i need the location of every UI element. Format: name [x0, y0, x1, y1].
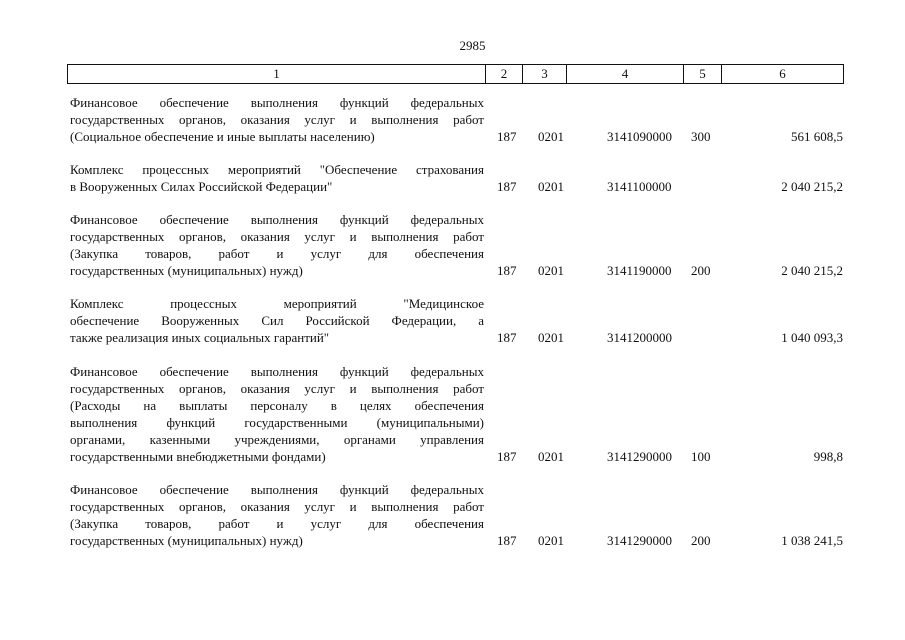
- description-line: также реализация иных социальных гарантий": [70, 330, 330, 345]
- section-code: 0201: [538, 179, 564, 194]
- page-number: 2985: [459, 38, 486, 53]
- column-header-1: 1: [68, 65, 486, 84]
- amount: 1 038 241,5: [781, 533, 843, 548]
- section-code: 0201: [538, 330, 564, 345]
- description-line: Финансовое обеспечение выполнения функций федеральных: [70, 95, 484, 110]
- description-line: государственными внебюджетными фондами): [70, 449, 326, 464]
- section-code: 0201: [538, 129, 564, 144]
- section-code: 0201: [538, 533, 564, 548]
- column-header-row: [68, 65, 844, 84]
- description-line: (Закупка товаров, работ и услуг для обеспечения: [70, 516, 484, 531]
- expense-type-code: 200: [691, 533, 711, 548]
- description-line: государственных (муниципальных) нужд): [70, 533, 303, 548]
- description-line: Финансовое обеспечение выполнения функций федеральных: [70, 212, 484, 227]
- description-line: государственных органов, оказания услуг и выполнения работ: [70, 499, 484, 514]
- description-line: государственных (муниципальных) нужд): [70, 263, 303, 278]
- amount: 561 608,5: [791, 129, 843, 144]
- column-header-6: 6: [722, 65, 844, 84]
- expense-type-code: 100: [691, 449, 711, 464]
- table-row: [0, 161, 905, 195]
- description-line: (Закупка товаров, работ и услуг для обеспечения: [70, 246, 484, 261]
- row-description: [70, 94, 484, 145]
- amount: 1 040 093,3: [781, 330, 843, 345]
- amount: 998,8: [813, 449, 843, 464]
- description-line: Комплекс процессных мероприятий "Медицинское: [70, 296, 484, 311]
- expense-type-code: 300: [691, 129, 711, 144]
- target-article-code: 3141090000: [607, 129, 672, 144]
- table-row: [0, 211, 905, 279]
- row-description: [70, 363, 484, 465]
- table-row: [0, 481, 905, 549]
- description-line: государственных органов, оказания услуг и выполнения работ: [70, 112, 484, 127]
- ministry-code: 187: [497, 449, 517, 464]
- description-line: Финансовое обеспечение выполнения функций федеральных: [70, 482, 484, 497]
- description-line: Финансовое обеспечение выполнения функций федеральных: [70, 364, 484, 379]
- column-header-2: 2: [486, 65, 523, 84]
- description-line: обеспечение Вооруженных Сил Российской Федерации, а: [70, 313, 484, 328]
- description-line: (Социальное обеспечение и иные выплаты населению): [70, 129, 375, 144]
- table-row: [0, 295, 905, 346]
- ministry-code: 187: [497, 129, 517, 144]
- table-body: [0, 94, 905, 549]
- row-description: [70, 161, 484, 195]
- target-article-code: 3141290000: [607, 449, 672, 464]
- table-row: [0, 363, 905, 465]
- section-code: 0201: [538, 449, 564, 464]
- section-code: 0201: [538, 263, 564, 278]
- ministry-code: 187: [497, 263, 517, 278]
- amount: 2 040 215,2: [781, 263, 843, 278]
- column-header-4: 4: [567, 65, 684, 84]
- ministry-code: 187: [497, 533, 517, 548]
- amount: 2 040 215,2: [781, 179, 843, 194]
- column-header-5: 5: [684, 65, 722, 84]
- target-article-code: 3141290000: [607, 533, 672, 548]
- table-row: [0, 94, 905, 145]
- column-header-table: [67, 64, 844, 84]
- description-line: государственных органов, оказания услуг и выполнения работ: [70, 381, 484, 396]
- description-line: выполнения функций государственными (муниципальными): [70, 415, 484, 430]
- description-line: государственных органов, оказания услуг и выполнения работ: [70, 229, 484, 244]
- description-line: в Вооруженных Силах Российской Федерации": [70, 179, 333, 194]
- column-header-3: 3: [523, 65, 567, 84]
- target-article-code: 3141190000: [607, 263, 672, 278]
- target-article-code: 3141200000: [607, 330, 672, 345]
- row-description: [70, 211, 484, 279]
- description-line: Комплекс процессных мероприятий "Обеспечение страхования: [70, 162, 484, 177]
- expense-type-code: 200: [691, 263, 711, 278]
- row-description: [70, 481, 484, 549]
- target-article-code: 3141100000: [607, 179, 672, 194]
- description-line: органами, казенными учреждениями, органами управления: [70, 432, 484, 447]
- row-description: [70, 295, 484, 346]
- description-line: (Расходы на выплаты персоналу в целях обеспечения: [70, 398, 484, 413]
- ministry-code: 187: [497, 330, 517, 345]
- ministry-code: 187: [497, 179, 517, 194]
